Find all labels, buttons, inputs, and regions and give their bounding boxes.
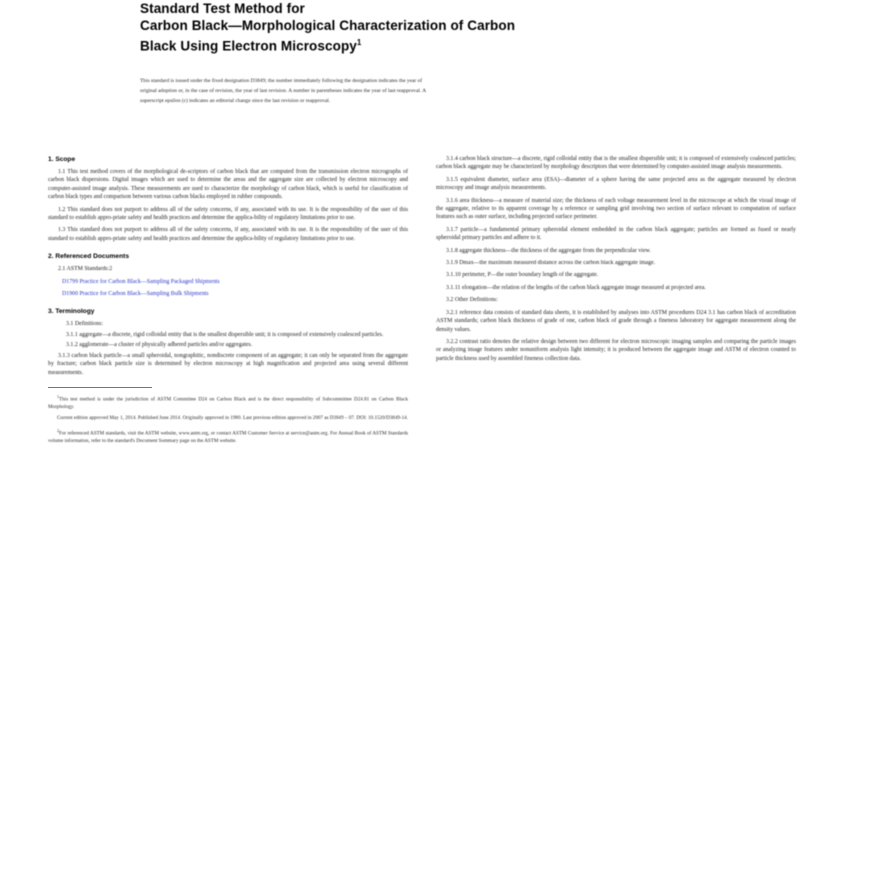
footnote-divider: [48, 387, 152, 388]
term-definition: 3.2.2 contrast ratio denotes the relative design between two different for electron microscopic imaging samples and comparing the particle images or analyzing image features under nonuniform analysis light intensity; it is produced between the aggregate image and ASTM of electron counted to particle thickness used by assembled fineness collection data.: [436, 338, 796, 362]
term-definition: 3.1 Definitions:: [66, 321, 103, 328]
term-definition: 3.1.2 agglomerate—a cluster of physically adhered particles and/or aggregates.: [66, 342, 253, 349]
paragraph: 3.1.3 carbon black particle—a small spheroidal, nongraphitic, nondiscrete component of an aggregate; it can only be separated from the aggregate by fracture; carbon black particle size is determined by electron microscopy at high magnification and projected area using several different measurements.: [48, 352, 408, 376]
term-definition: 3.1.7 particle—a fundamental primary spheroidal element embedded in the carbon black aggregate; particles are formed as fused or nearly spheroidal primary particles and adhere to it.: [436, 226, 796, 242]
paragraph: 1.1 This test method covers of the morphological de-scriptors of carbon black that are computed from the transmission electron micrographs of carbon black dispersions. Digital images which are used to determine the areas and the aggregate size are collected by electron microscopy and computer-assisted image analysis. These measurements are used to characterize the morphology of carbon black, which is useful for classification of carbon black types and comparison between various carbon blacks employed in rubber compounds.: [48, 169, 408, 201]
page-title: [140, 0, 732, 55]
reference-link[interactable]: D1900 Practice for Carbon Black—Sampling Bulk Shipments: [62, 291, 209, 298]
footnote-3: $^2$For referenced ASTM standards, visit the ASTM website, www.astm.org, or contact ASTM Customer Service at service@astm.org. For Annual Book of ASTM Standards volume information, refer to the standard's Document Summary page on the ASTM website.: [48, 427, 408, 444]
designation-note: [140, 77, 732, 106]
designation-note-line-3: superscript epsilon (ε) indicates an editorial change since the last revision or reapproval.: [140, 97, 331, 104]
footnote-2: Current edition approved May 1, 2014. Published June 2014. Originally approved in 1980. Last previous edition approved in 2007 as D3849 – 07. DOI: 10.1520/D3849-14.: [57, 415, 408, 422]
footnotes: [48, 393, 408, 445]
title-line-3: Black Using Electron Microscopy$^1$: [140, 38, 362, 54]
term-definition: 3.1.4 carbon black structure—a discrete, rigid colloidal entity that is the smallest dispersible unit; it is composed of extensively coalesced particles; carbon black aggregate may be characterized by morphology descriptors that were determined by computer-assisted image analysis measurements.: [436, 156, 796, 171]
term-definition: 3.1.9 Dmax—the maximum measured distance across the carbon black aggregate image.: [446, 260, 656, 267]
designation-note-line-1: This standard is issued under the fixed designation D3849; the number immediately following the designation indicates the year of: [140, 77, 423, 84]
reference-link[interactable]: D1799 Practice for Carbon Black—Sampling Packaged Shipments: [62, 278, 220, 285]
title-line-1: Standard Test Method for: [140, 1, 305, 16]
section-heading-terminology: 3. Terminology: [48, 308, 95, 316]
left-column: [48, 155, 408, 870]
term-definition: 3.1.8 aggregate thickness—the thickness of the aggregate from the perpendicular view.: [446, 247, 651, 254]
paragraph: 1.3 This standard does not purport to address all of the safety concerns, if any, associated with its use. It is the responsibility of the user of this standard to establish appro-priate safety and health practices and determine the applica-bility of regulatory limitations prior to use.: [48, 227, 408, 242]
footnote-marker: 2: [109, 266, 113, 273]
designation-note-line-2: original adoption or, in the case of revision, the year of last revision. A number in parentheses indicates the year of last reapproval. A: [140, 87, 427, 94]
subsection-heading-other-definitions: 3.2 Other Definitions:: [446, 297, 498, 304]
section-heading-scope: 1. Scope: [48, 156, 76, 163]
title-footnote-marker: 1: [356, 38, 362, 47]
term-definition: 3.1.1 aggregate—a discrete, rigid colloidal entity that is the smallest dispersible unit; it is composed of extensively coalesced particles.: [66, 331, 384, 338]
subsection-heading-astm-standards: 2.1 ASTM Standards:2: [58, 266, 113, 273]
title-block: [140, 0, 732, 105]
term-definition: 3.1.11 elongation—the relation of the lengths of the carbon black aggregate image measured at projected area.: [446, 284, 706, 291]
term-definition: 3.1.10 perimeter, P—the outer boundary length of the aggregate.: [446, 272, 599, 279]
term-definition: 3.1.6 area thickness—a measure of material size; the thickness of each voltage measurement level in the microscope at which the visual image of the aggregate, relative to its apparent coverage by a reference or sampling grid involving two section of surface relevant to computation of surface features such as outer surface, including projected surface perimeter.: [436, 197, 796, 221]
section-heading-referenced-documents: 2. Referenced Documents: [48, 253, 129, 261]
title-line-2: Carbon Black—Morphological Characterization of Carbon: [140, 18, 516, 33]
paragraph: 1.2 This standard does not purport to address all of the safety concerns, if any, associated with its use. It is the responsibility of the user of this standard to establish appro-priate safety and health practices and determine the applica-bility of regulatory limitations prior to use.: [48, 206, 408, 222]
footnote-1: $^1$This test method is under the jurisdiction of ASTM Committee D24 on Carbon Black and is the direct responsibility of Subcommittee D24.81 on Carbon Black Morphology.: [48, 393, 408, 410]
term-definition: 3.2.1 reference data consists of standard data sheets, it is established by analyses into ASTM procedures D24 3.1 has carbon black of accreditation ASTM standards; carbon black thickness of grade of one, carbon black of grade through a fineness laboratory for aggregate measurement along the density values.: [436, 309, 796, 333]
term-definition: 3.1.5 equivalent diameter, surface area (ESA)—diameter of a sphere having the same projected area as the aggregate measured by electron microscopy and image analysis measurements.: [436, 176, 796, 192]
right-column: [436, 155, 796, 870]
body-columns: [48, 155, 822, 870]
